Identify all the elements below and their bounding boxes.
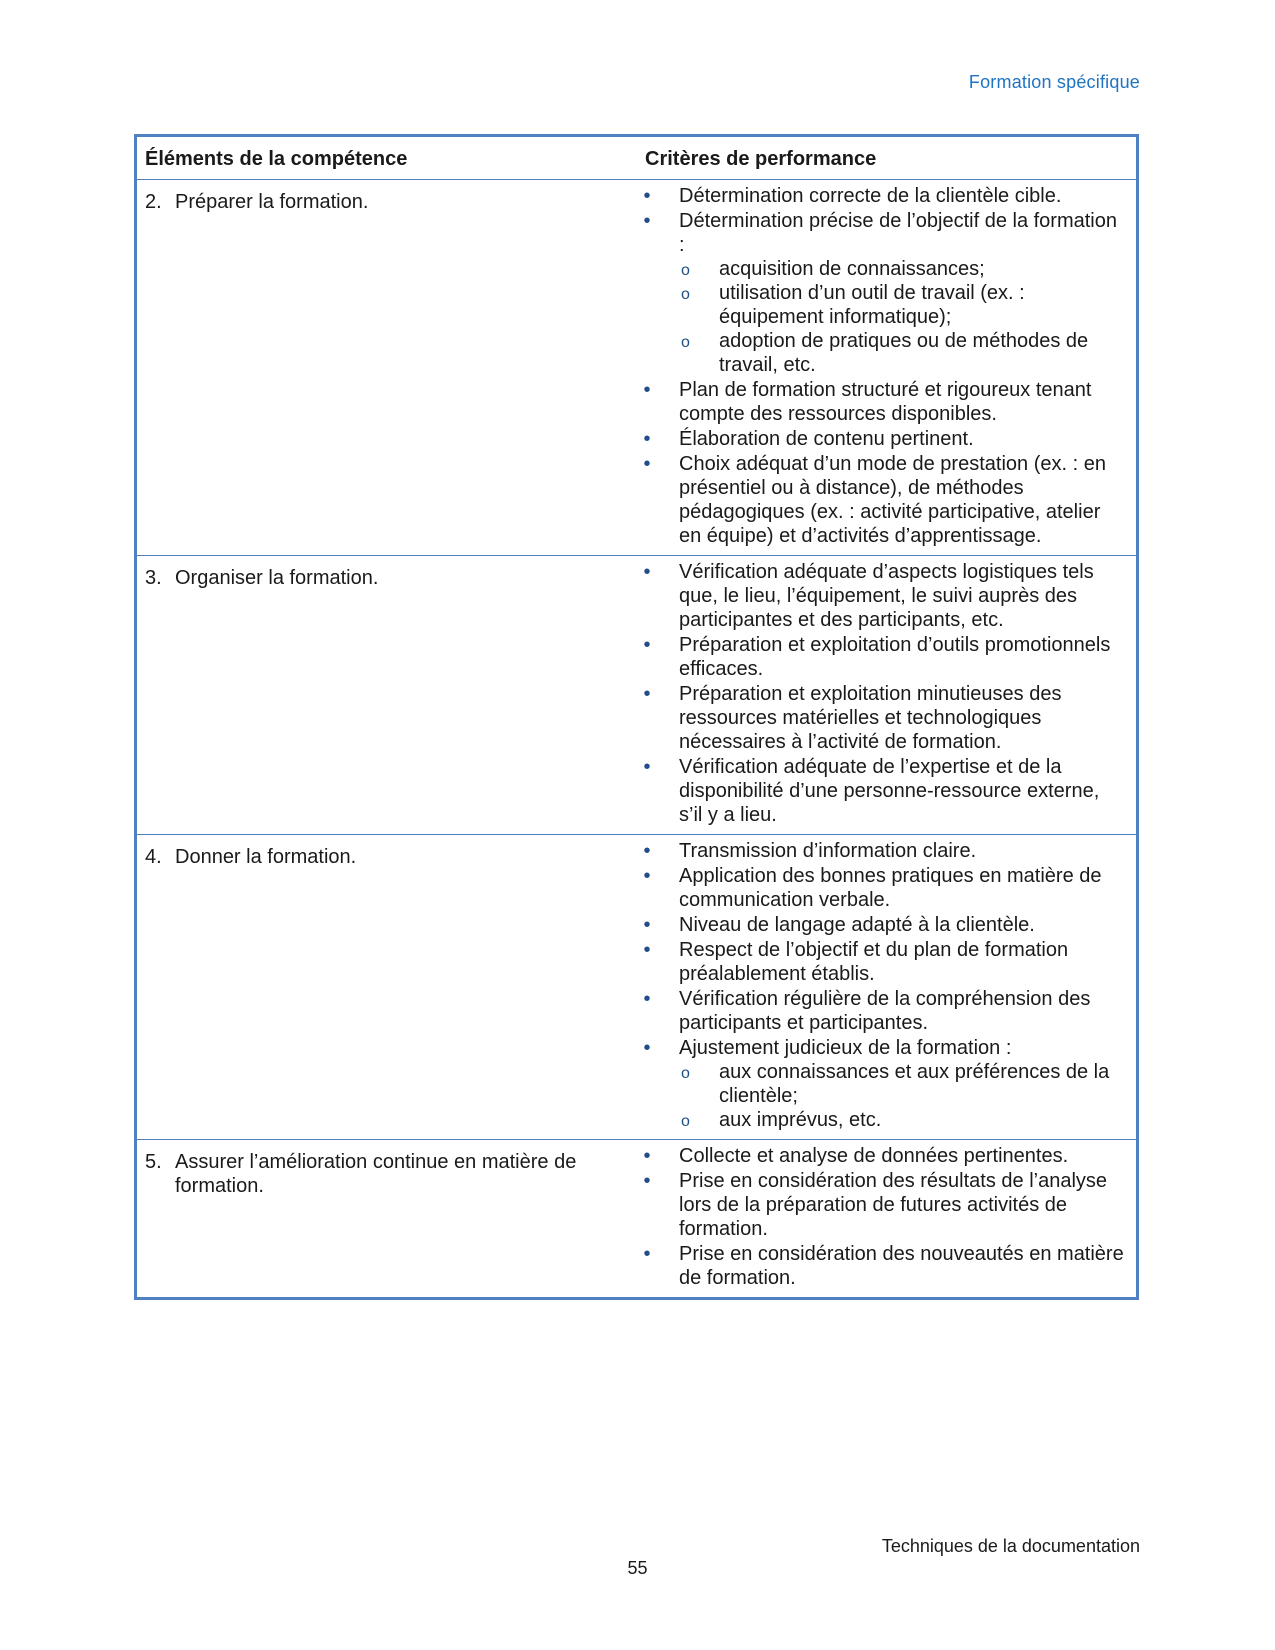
- page-number: 55: [627, 1558, 648, 1578]
- competence-table: [134, 134, 1139, 1300]
- criteria-item: [633, 913, 1126, 937]
- criteria-cell: [633, 1140, 1138, 1299]
- criteria-text: Prise en considération des nouveautés en matière de formation.: [679, 1243, 1124, 1289]
- criteria-item: [633, 560, 1126, 632]
- bullet-icon: •: [643, 453, 651, 475]
- circle-bullet-icon: o: [681, 286, 690, 303]
- criteria-list: [633, 560, 1126, 827]
- bullet-icon: •: [643, 1170, 651, 1192]
- bullet-icon: •: [643, 1243, 651, 1265]
- criteria-text: Détermination correcte de la clientèle cible.: [679, 185, 1062, 207]
- criteria-item: [633, 1242, 1126, 1290]
- element-cell: [136, 1140, 634, 1299]
- bullet-icon: •: [643, 1145, 651, 1167]
- criteria-text: Collecte et analyse de données pertinentes.: [679, 1145, 1069, 1167]
- bullet-icon: •: [643, 379, 651, 401]
- element-number: 2.: [145, 191, 162, 213]
- criteria-list: [633, 1144, 1126, 1290]
- criteria-text: Application des bonnes pratiques en matière de communication verbale.: [679, 865, 1102, 911]
- bullet-icon: •: [643, 865, 651, 887]
- column-header-elements: Éléments de la compétence: [136, 136, 634, 180]
- criteria-text: Prise en considération des résultats de l’analyse lors de la préparation de futures activités de formation.: [679, 1170, 1108, 1240]
- footer-document-title: Techniques de la documentation: [881, 1536, 1140, 1556]
- criteria-item: [633, 1144, 1126, 1168]
- bullet-icon: •: [643, 428, 651, 450]
- sub-criteria-text: acquisition de connaissances;: [719, 258, 985, 280]
- criteria-text: Respect de l’objectif et du plan de formation préalablement établis.: [679, 939, 1069, 985]
- criteria-cell: [633, 180, 1138, 556]
- criteria-cell: [633, 835, 1138, 1140]
- criteria-item: [633, 839, 1126, 863]
- element-text: Donner la formation.: [175, 846, 357, 868]
- criteria-cell: [633, 556, 1138, 835]
- criteria-item: [633, 1036, 1126, 1132]
- bullet-icon: •: [643, 185, 651, 207]
- criteria-text: Transmission d’information claire.: [679, 840, 977, 862]
- criteria-item: [633, 1169, 1126, 1241]
- table-row: [136, 556, 1138, 835]
- criteria-item: [633, 864, 1126, 912]
- circle-bullet-icon: o: [681, 1065, 690, 1082]
- element-number: 5.: [145, 1151, 162, 1173]
- criteria-item: [633, 452, 1126, 548]
- sub-criteria-text: aux connaissances et aux préférences de la clientèle;: [719, 1061, 1110, 1107]
- criteria-item: [633, 184, 1126, 208]
- criteria-list: [633, 839, 1126, 1132]
- element-number: 3.: [145, 567, 162, 589]
- criteria-text: Niveau de langage adapté à la clientèle.: [679, 914, 1035, 936]
- bullet-icon: •: [643, 1037, 651, 1059]
- bullet-icon: •: [643, 210, 651, 232]
- criteria-item: [633, 427, 1126, 451]
- sub-criteria-list: [679, 1060, 1126, 1132]
- sub-criteria-item: [679, 1108, 1126, 1132]
- element-cell: [136, 180, 634, 556]
- element-cell: [136, 835, 634, 1140]
- criteria-item: [633, 938, 1126, 986]
- criteria-text: Plan de formation structuré et rigoureux tenant compte des ressources disponibles.: [679, 379, 1092, 425]
- criteria-text: Ajustement judicieux de la formation :: [679, 1037, 1012, 1059]
- sub-criteria-item: [679, 281, 1126, 329]
- criteria-item: [633, 378, 1126, 426]
- criteria-text: Préparation et exploitation minutieuses des ressources matérielles et technologiques nécessaires à l’activité de formation.: [679, 683, 1062, 753]
- sub-criteria-text: adoption de pratiques ou de méthodes de travail, etc.: [719, 330, 1089, 376]
- criteria-text: Vérification adéquate d’aspects logistiques tels que, le lieu, l’équipement, le suivi auprès des participantes et des participants, etc.: [679, 561, 1094, 631]
- circle-bullet-icon: o: [681, 334, 690, 351]
- bullet-icon: •: [643, 634, 651, 656]
- bullet-icon: •: [643, 683, 651, 705]
- circle-bullet-icon: o: [681, 1113, 690, 1130]
- table-body: [136, 180, 1138, 1299]
- criteria-item: [633, 633, 1126, 681]
- table-row: [136, 180, 1138, 556]
- sub-criteria-item: [679, 257, 1126, 281]
- sub-criteria-item: [679, 1060, 1126, 1108]
- element-number: 4.: [145, 846, 162, 868]
- criteria-list: [633, 184, 1126, 548]
- criteria-text: Préparation et exploitation d’outils promotionnels efficaces.: [679, 634, 1111, 680]
- criteria-text: Choix adéquat d’un mode de prestation (ex. : en présentiel ou à distance), de méthodes pédagogiques (ex. : activité participative, atelier en équipe) et d’activités d’apprentissage.: [679, 453, 1106, 547]
- bullet-icon: •: [643, 561, 651, 583]
- element-text: Organiser la formation.: [175, 567, 379, 589]
- bullet-icon: •: [643, 840, 651, 862]
- element-text: Assurer l’amélioration continue en matière de formation.: [175, 1151, 577, 1197]
- bullet-icon: •: [643, 939, 651, 961]
- bullet-icon: •: [643, 988, 651, 1010]
- sub-criteria-list: [679, 257, 1126, 377]
- running-header: Formation spécifique: [968, 72, 1140, 92]
- criteria-text: Vérification adéquate de l’expertise et de la disponibilité d’une personne-ressource externe, s’il y a lieu.: [679, 756, 1100, 826]
- sub-criteria-item: [679, 329, 1126, 377]
- criteria-text: Élaboration de contenu pertinent.: [679, 428, 974, 450]
- element-text: Préparer la formation.: [175, 191, 369, 213]
- criteria-item: [633, 755, 1126, 827]
- bullet-icon: •: [643, 756, 651, 778]
- element-cell: [136, 556, 634, 835]
- table-row: [136, 1140, 1138, 1299]
- sub-criteria-text: utilisation d’un outil de travail (ex. : équipement informatique);: [719, 282, 1025, 328]
- circle-bullet-icon: o: [681, 262, 690, 279]
- criteria-item: [633, 682, 1126, 754]
- criteria-item: [633, 209, 1126, 377]
- column-header-criteria: Critères de performance: [633, 136, 1138, 180]
- criteria-item: [633, 987, 1126, 1035]
- sub-criteria-text: aux imprévus, etc.: [719, 1109, 882, 1131]
- table-row: [136, 835, 1138, 1140]
- criteria-text: Vérification régulière de la compréhension des participants et participantes.: [679, 988, 1091, 1034]
- bullet-icon: •: [643, 914, 651, 936]
- criteria-text: Détermination précise de l’objectif de la formation :: [679, 210, 1117, 256]
